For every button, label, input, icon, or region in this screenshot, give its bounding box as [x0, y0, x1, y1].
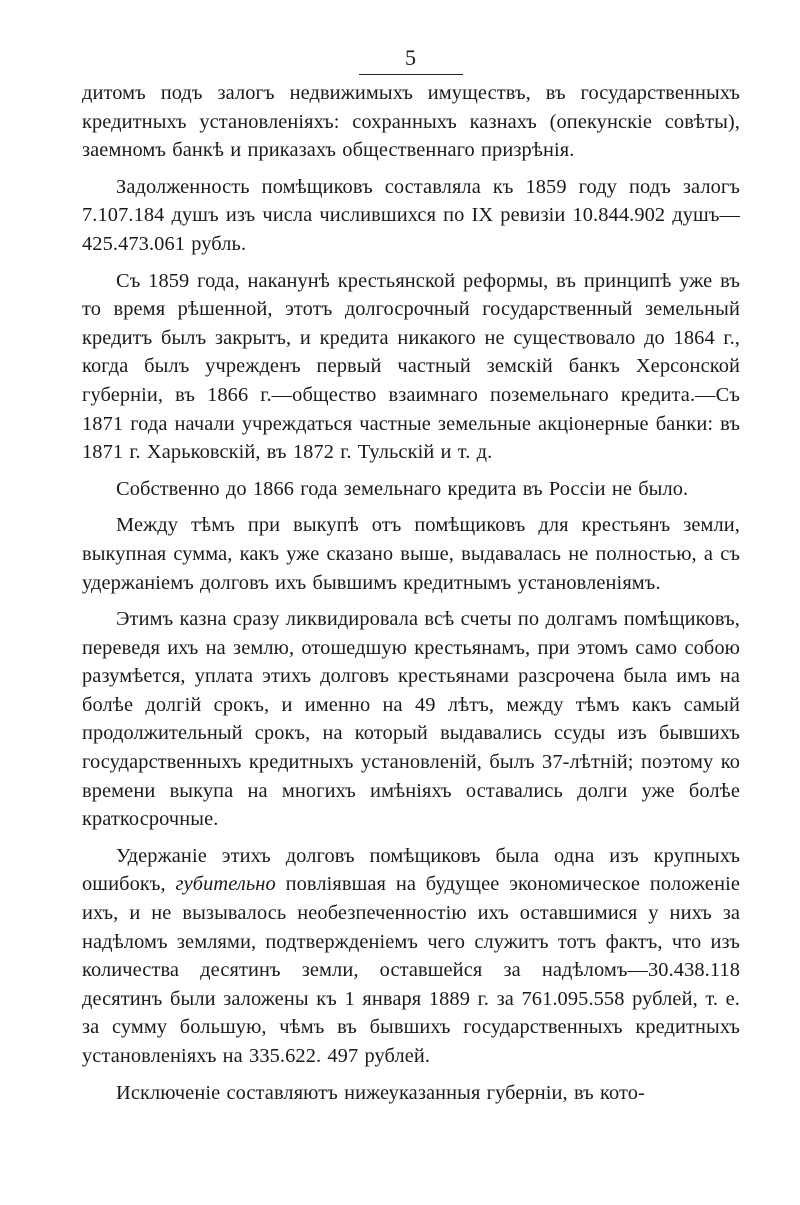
paragraph-exception: Исключенiе составляютъ нижеуказанныя губернiи, въ кото- — [116, 1081, 645, 1104]
paragraph-redemption: Между тѣмъ при выкупѣ отъ помѣщиковъ для крестьянъ земли, выкупная сумма, какъ уже сказано выше, выдавалась не полностью, а съ удержанiемъ долговъ ихъ бывшимъ кредитнымъ установленiямъ. — [82, 514, 740, 594]
page-number: 5 — [405, 45, 417, 70]
header-rule — [359, 74, 463, 75]
paragraph-liquidation: Этимъ казна сразу ликвидировала всѣ счеты по долгамъ помѣщиковъ, переведя ихъ на землю, отошедшую крестьянамъ, при этомъ само собою разумѣется, уплата этихъ долговъ крестьянами разсрочена была имъ на болѣе долгiй срокъ, и именно на 49 лѣтъ, между тѣмъ какъ самый продолжительный срокъ, на который выдавались ссуды изъ бывшихъ государственныхъ кредитныхъ установленiй, былъ 37-лѣтнiй; поэтому ко времени выкупа на многихъ имѣнiяхъ оставались долги уже болѣе краткосрочные. — [82, 608, 740, 831]
paragraph-debt-1859: Задолженность помѣщиковъ составляла къ 1859 году подъ залогъ 7.107.184 душъ изъ числа числившихся по IX ревизiи 10.844.902 душъ—425.473.061 рубль. — [82, 175, 740, 255]
emphasized-word: губительно — [175, 873, 276, 896]
paragraph-continuation: дитомъ подъ залогъ недвижимыхъ имуществъ, въ государственныхъ кредитныхъ установленiяхъ: сохранныхъ казнахъ (опекунскiе совѣты), заемномъ банкѣ и приказахъ общественнаго призрѣнiя. — [82, 82, 740, 162]
page-content — [82, 44, 740, 1107]
paragraph-no-credit: Собственно до 1866 года земельнаго кредита въ Россiи не было. — [116, 477, 689, 500]
paragraph-retention-error — [82, 842, 740, 1071]
paragraph-credit-closed: Съ 1859 года, наканунѣ крестьянской реформы, въ принципѣ уже въ то время рѣшенной, этотъ долгосрочный государственный земельный кредитъ былъ закрытъ, и кредита никакого не существовало до 1864 г., когда былъ учрежденъ первый частный земскiй банкъ Херсонской губернiи, въ 1866 г.—общество взаимнаго поземельнаго кредита.—Съ 1871 года начали учреждаться частные земельные акцiонерные банки: въ 1871 г. Харьковскiй, въ 1872 г. Тульскiй и т. д. — [82, 269, 740, 464]
retention-text-end: повлiявшая на будущее экономическое положенiе ихъ, и не вызывалось необезпеченностiю ихъ оставшимися у нихъ за надѣломъ землями, подтвержденiемъ чего служитъ тотъ фактъ, что изъ количества десятинъ земли, оставшейся за надѣломъ—30.438.118 десятинъ были заложены къ 1 января 1889 г. за 761.095.558 рублей, т. е. за сумму большую, чѣмъ въ бывшихъ государственныхъ кредитныхъ установленiяхъ на 335.622. 497 рублей. — [82, 873, 740, 1067]
retention-text-start: Удержанiе этихъ долговъ помѣщиковъ была одна изъ крупныхъ ошибокъ, — [82, 844, 740, 896]
